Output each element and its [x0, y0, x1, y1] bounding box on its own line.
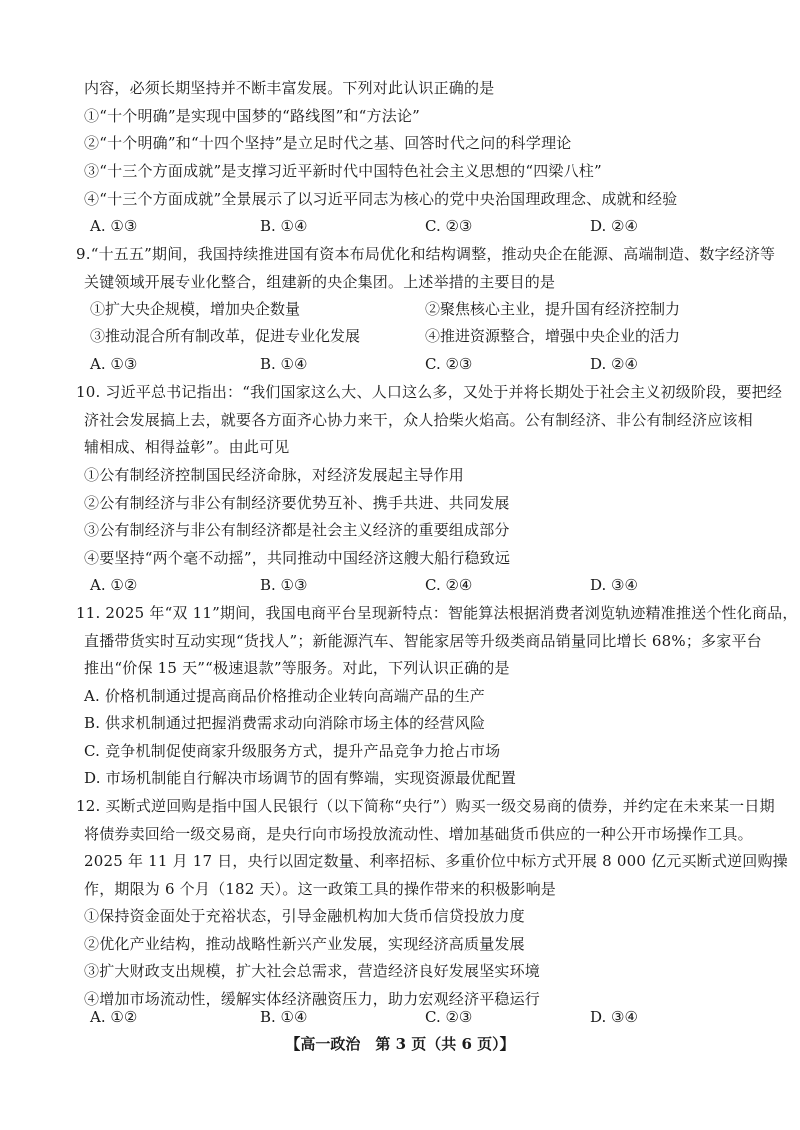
page-footer: 【高一政治 第 3 页（共 6 页）】 — [285, 1035, 515, 1053]
q10-choice-b: B. ①③ — [260, 576, 308, 594]
q12-stem-line-3: 2025 年 11 月 17 日，央行以固定数量、利率招标、多重价位中标方式开展 8 000 亿元买断式逆回购操 — [84, 852, 788, 870]
q9-statement-3: ③推动混合所有制改革，促进专业化发展 — [90, 327, 361, 345]
q9-statement-2: ②聚焦核心主业，提升国有经济控制力 — [425, 300, 681, 318]
q12-stem-line-4: 作，期限为 6 个月（182 天）。这一政策工具的操作带来的积极影响是 — [84, 880, 556, 898]
q8-statement-1: ①“十个明确”是实现中国梦的“路线图”和“方法论” — [84, 107, 421, 125]
q11-stem-line-1: 11. 2025 年“双 11”期间，我国电商平台呈现新特点：智能算法根据消费者浏览轨迹精准推送个性化商品， — [76, 604, 798, 622]
q9-choice-b: B. ①④ — [260, 355, 308, 373]
q10-stem-line-3: 辅相成、相得益彰”。由此可见 — [84, 438, 290, 456]
q12-statement-3: ③扩大财政支出规模，扩大社会总需求，营造经济良好发展坚实环境 — [84, 962, 541, 980]
q8-statement-3: ③“十三个方面成就”是支撑习近平新时代中国特色社会主义思想的“四梁八柱” — [84, 162, 602, 180]
q9-choice-d: D. ②④ — [590, 355, 638, 373]
q10-statement-1: ①公有制经济控制国民经济命脉，对经济发展起主导作用 — [84, 466, 465, 484]
q11-choice-b: B. 供求机制通过把握消费需求动向消除市场主体的经营风险 — [84, 714, 486, 732]
q10-choice-c: C. ②④ — [425, 576, 473, 594]
q11-stem-line-2: 直播带货实时互动实现“货找人”；新能源汽车、智能家居等升级类商品销量同比增长 68%；多家平台 — [84, 632, 762, 650]
q10-statement-4: ④要坚持“两个毫不动摇”，共同推动中国经济这艘大船行稳致远 — [84, 549, 511, 567]
q12-choice-d: D. ③④ — [590, 1008, 638, 1026]
q8-choice-c: C. ②③ — [425, 217, 473, 235]
q11-choice-c: C. 竞争机制促使商家升级服务方式，提升产品竞争力抢占市场 — [84, 742, 501, 760]
q12-choice-a: A. ①② — [90, 1008, 138, 1026]
q11-choice-d: D. 市场机制能自行解决市场调节的固有弊端，实现资源最优配置 — [84, 769, 517, 787]
q10-stem-line-2: 济社会发展搞上去，就要各方面齐心协力来干，众人拾柴火焰高。公有制经济、非公有制经济应该相 — [84, 411, 753, 429]
q8-choice-a: A. ①③ — [90, 217, 138, 235]
q10-stem-line-1: 10. 习近平总书记指出：“我们国家这么大、人口这么多，又处于并将长期处于社会主义初级阶段，要把经 — [76, 383, 783, 401]
q11-choice-a: A. 价格机制通过提高商品价格推动企业转向高端产品的生产 — [84, 687, 485, 705]
q9-stem-line-1: 9.“十五五”期间，我国持续推进国有资本布局优化和结构调整，推动央企在能源、高端制造、数字经济等 — [76, 245, 776, 263]
q12-choice-c: C. ②③ — [425, 1008, 473, 1026]
q10-statement-3: ③公有制经济与非公有制经济都是社会主义经济的重要组成部分 — [84, 521, 510, 539]
q12-choice-b: B. ①④ — [260, 1008, 308, 1026]
q9-choice-c: C. ②③ — [425, 355, 473, 373]
q9-statement-4: ④推进资源整合，增强中央企业的活力 — [425, 327, 681, 345]
q9-choice-a: A. ①③ — [90, 355, 138, 373]
q10-statement-2: ②公有制经济与非公有制经济要优势互补、携手共进、共同发展 — [84, 494, 510, 512]
q12-statement-4: ④增加市场流动性，缓解实体经济融资压力，助力宏观经济平稳运行 — [84, 990, 541, 1008]
q10-choice-a: A. ①② — [90, 576, 138, 594]
q9-statement-1: ①扩大央企规模，增加央企数量 — [90, 300, 301, 318]
q8-statement-4: ④“十三个方面成就”全景展示了以习近平同志为核心的党中央治国理政理念、成就和经验 — [84, 190, 678, 208]
q12-statement-2: ②优化产业结构，推动战略性新兴产业发展，实现经济高质量发展 — [84, 935, 525, 953]
q8-choice-d: D. ②④ — [590, 217, 638, 235]
q12-stem-line-1: 12. 买断式逆回购是指中国人民银行（以下简称“央行”）购买一级交易商的债券，并约定在未来某一日期 — [76, 797, 775, 815]
q8-choice-b: B. ①④ — [260, 217, 308, 235]
q8-statement-2: ②“十个明确”和“十四个坚持”是立足时代之基、回答时代之问的科学理论 — [84, 134, 572, 152]
q9-stem-line-2: 关键领域开展专业化整合，组建新的央企集团。上述举措的主要目的是 — [84, 273, 556, 291]
q8-stem-tail: 内容，必须长期坚持并不断丰富发展。下列对此认识正确的是 — [84, 79, 495, 97]
q10-choice-d: D. ③④ — [590, 576, 638, 594]
q11-stem-line-3: 推出“价保 15 天”“极速退款”等服务。对此，下列认识正确的是 — [84, 659, 510, 677]
q12-stem-line-2: 将债券卖回给一级交易商，是央行向市场投放流动性、增加基础货币供应的一种公开市场操作工具。 — [84, 825, 753, 843]
q12-statement-1: ①保持资金面处于充裕状态，引导金融机构加大货币信贷投放力度 — [84, 907, 525, 925]
